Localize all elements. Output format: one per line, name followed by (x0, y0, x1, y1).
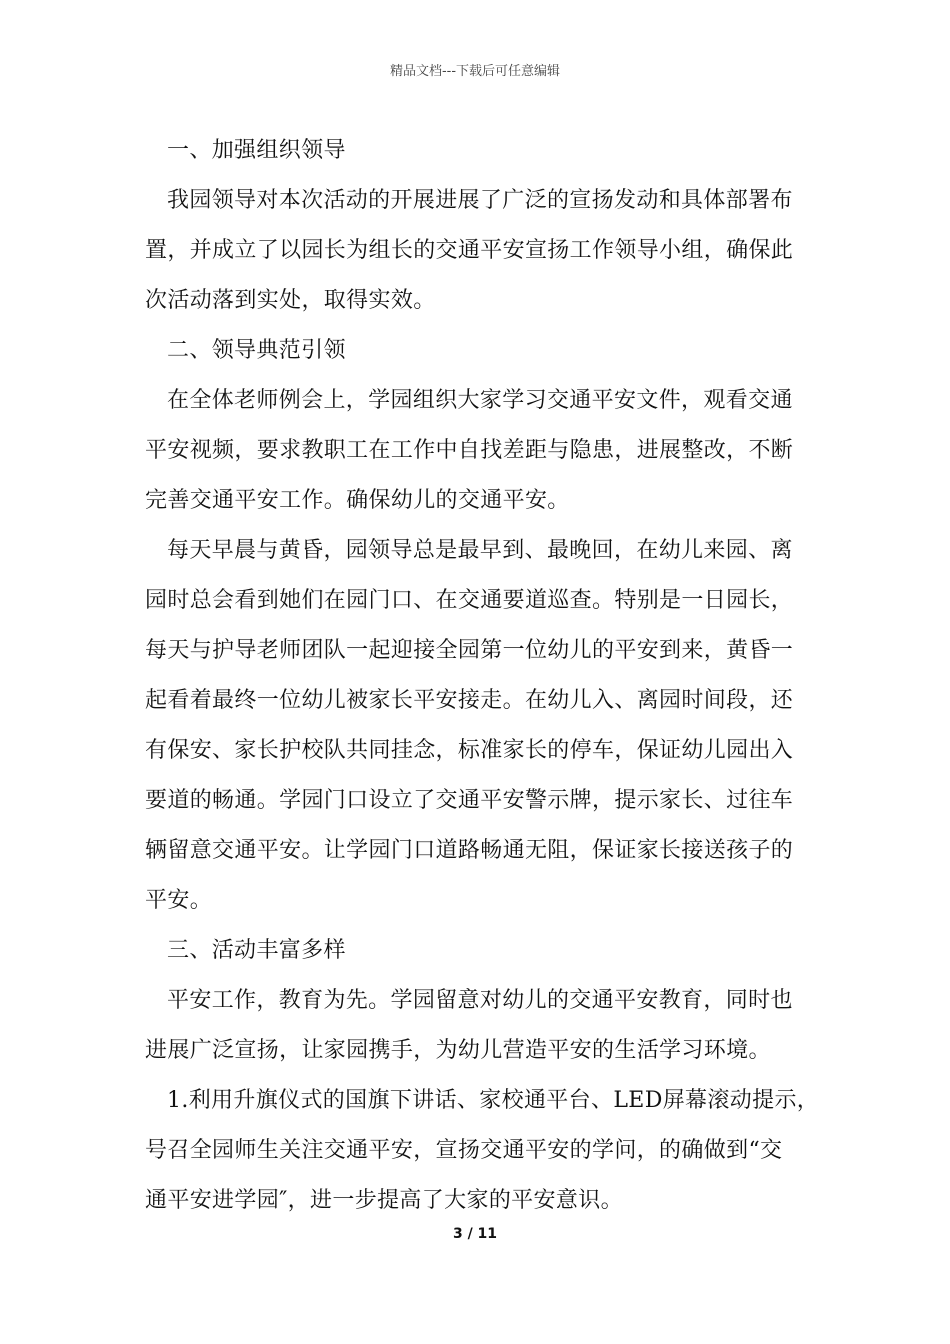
text-line: 1.利用升旗仪式的国旗下讲话、家校通平台、LED屏幕滚动提示， (167, 1088, 820, 1113)
text-line: 园时总会看到她们在园门口、在交通要道巡查。特别是一日园长， (145, 588, 794, 613)
page-header: 精品文档---下载后可任意编辑 (389, 64, 561, 79)
text-line: 完善交通平安工作。确保幼儿的交通平安。 (145, 488, 570, 513)
text-line: 进展广泛宣扬，让家园携手，为幼儿营造平安的生活学习环境。 (145, 1038, 771, 1063)
text-line: 二、领导典范引领 (167, 338, 346, 363)
text-line: 置，并成立了以园长为组长的交通平安宣扬工作领导小组，确保此 (145, 238, 794, 263)
text-line: 平安。 (145, 888, 213, 913)
text-line: 通平安进学园″，进一步提高了大家的平安意识。 (145, 1188, 623, 1213)
text-line: 次活动落到实处，取得实效。 (145, 288, 436, 313)
document-body (145, 126, 820, 1226)
text-line: 要道的畅通。学园门口设立了交通平安警示牌，提示家长、过往车 (145, 788, 794, 813)
text-line: 一、加强组织领导 (167, 138, 346, 163)
text-line: 平安视频，要求教职工在工作中自找差距与隐患，进展整改，不断 (145, 438, 794, 463)
text-line: 平安工作，教育为先。学园留意对幼儿的交通平安教育，同时也 (167, 988, 793, 1013)
text-line: 我园领导对本次活动的开展进展了广泛的宣扬发动和具体部署布 (167, 188, 793, 213)
text-line: 起看着最终一位幼儿被家长平安接走。在幼儿入、离园时间段，还 (145, 688, 794, 713)
text-line: 三、活动丰富多样 (167, 938, 346, 963)
page-number: 3 / 11 (452, 1226, 498, 1242)
text-line: 有保安、家长护校队共同挂念，标准家长的停车，保证幼儿园出入 (145, 738, 794, 763)
text-line: 号召全园师生关注交通平安，宣扬交通平安的学问，的确做到“交 (145, 1138, 783, 1163)
text-line: 在全体老师例会上，学园组织大家学习交通平安文件，观看交通 (167, 388, 793, 413)
text-line: 每天与护导老师团队一起迎接全园第一位幼儿的平安到来，黄昏一 (145, 638, 794, 663)
text-line: 辆留意交通平安。让学园门口道路畅通无阻，保证家长接送孩子的 (145, 838, 794, 863)
text-line: 每天早晨与黄昏，园领导总是最早到、最晚回，在幼儿来园、离 (167, 538, 793, 563)
